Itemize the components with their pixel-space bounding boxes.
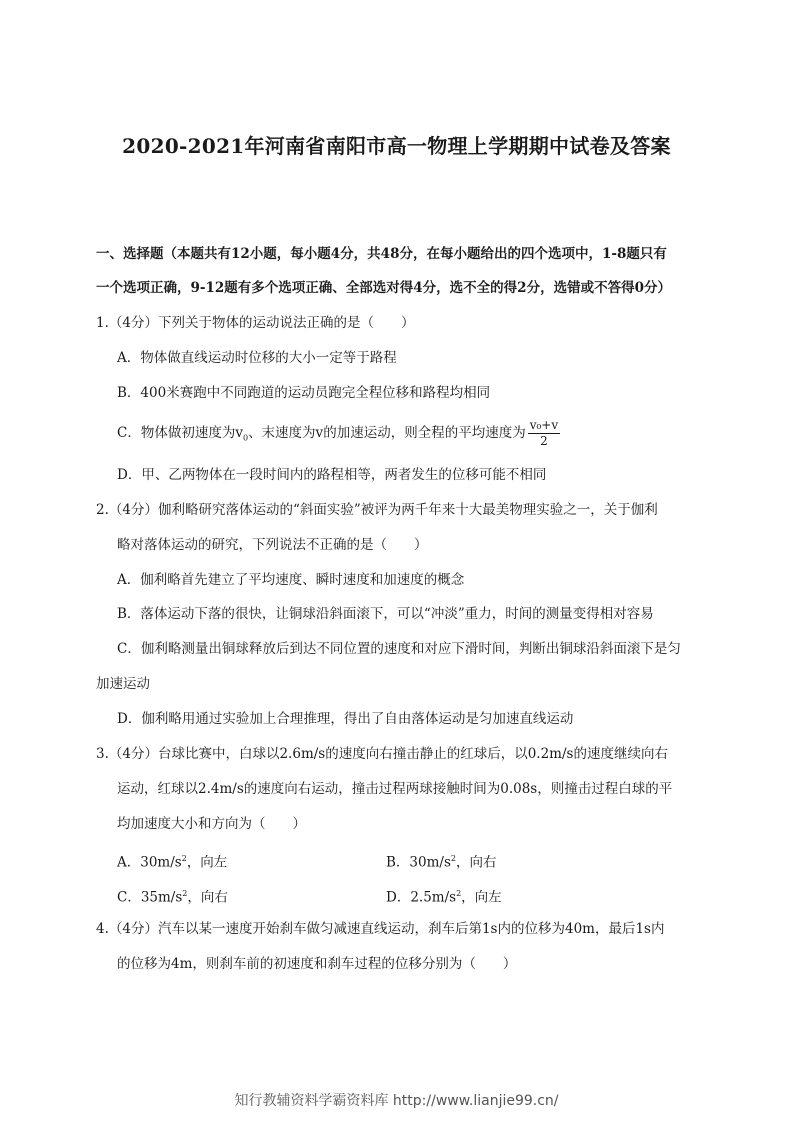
q2-stem-line-2: 略对落体运动的研究，下列说法不正确的是（ ） <box>117 537 428 553</box>
q3-option-b-direction: ，向右 <box>455 854 497 871</box>
q2-option-b: B．落体运动下落的很快，让铜球沿斜面滚下，可以“冲淡”重力，时间的测量变得相对容易 <box>117 606 654 622</box>
q2-option-d: D．伽利略用通过实验加上合理推理，得出了自由落体运动是匀加速直线运动 <box>117 711 574 727</box>
average-velocity-fraction <box>528 418 560 449</box>
q3-option-b-exponent: 2 <box>450 854 456 863</box>
q1-option-c <box>117 418 560 454</box>
q2-option-c-line-2: 加速运动 <box>96 676 150 692</box>
q3-option-b <box>386 849 496 873</box>
q1-option-b: B．400米赛跑中不同跑道的运动员跑完全程位移和路程均相同 <box>117 385 491 401</box>
section-header-line-2: 一个选项正确，9-12题有多个选项正确、全部选对得4分，选不全的得2分，选错或不答得0分） <box>96 280 671 296</box>
q3-option-c-exponent: 2 <box>182 889 188 898</box>
q3-option-a-direction: ，向左 <box>186 854 228 871</box>
q3-option-a <box>117 849 227 873</box>
q1-option-c-prefix: C．物体做初速度为v <box>117 425 243 441</box>
section-header-line-1: 一、选择题（本题共有12小题，每小题4分，共48分，在每小题给出的四个选项中，1-8题只有 <box>96 246 667 262</box>
q3-option-c-value: C．35m/s <box>117 889 183 906</box>
fraction-numerator: v₀+v <box>529 418 559 432</box>
q3-option-d-value: D．2.5m/s <box>386 889 457 906</box>
q1-option-c-subscript: 0 <box>242 433 249 443</box>
q2-option-c-line-1: C．伽利略测量出铜球释放后到达不同位置的速度和对应下滑时间，判断出铜球沿斜面滚下是匀 <box>117 641 681 657</box>
q4-stem-line-2: 的位移为4m，则刹车前的初速度和刹车过程的位移分别为（ ） <box>117 956 517 972</box>
q3-option-d-exponent: 2 <box>456 889 462 898</box>
q1-option-a: A．物体做直线运动时位移的大小一定等于路程 <box>117 350 397 366</box>
q2-stem-line-1: 2.（4分）伽利略研究落体运动的“斜面实验”被评为两千年来十大最美物理实验之一，关于伽利 <box>96 502 658 518</box>
q3-option-d-direction: ，向左 <box>461 889 502 906</box>
q3-option-a-value: A．30m/s <box>117 854 182 871</box>
q3-option-b-value: B．30m/s <box>386 854 451 871</box>
fraction-denominator: 2 <box>540 434 548 448</box>
q1-option-c-middle: 、末速度为v的加速运动，则全程的平均速度为 <box>248 425 526 441</box>
q3-option-c-direction: ，向右 <box>187 889 228 906</box>
q3-option-c <box>117 884 228 908</box>
q3-stem-line-1: 3.（4分）台球比赛中，白球以2.6m/s的速度向右撞击静止的红球后，以0.2m/s的速度继续向右 <box>96 746 668 762</box>
q1-option-d: D．甲、乙两物体在一段时间内的路程相等，两者发生的位移可能不相同 <box>117 467 547 483</box>
document-title: 2020-2021年河南省南阳市高一物理上学期期中试卷及答案 <box>122 134 671 158</box>
q3-stem-line-3: 均加速度大小和方向为（ ） <box>117 816 306 832</box>
q3-option-d <box>386 884 502 908</box>
q3-option-a-exponent: 2 <box>181 854 187 863</box>
q3-stem-line-2: 运动，红球以2.4m/s的速度向右运动，撞击过程两球接触时间为0.08s，则撞击过程白球的平 <box>117 781 673 797</box>
footer-watermark: 知行教辅资料学霸资料库 http://www.lianjie99.cn/ <box>234 1093 559 1109</box>
q4-stem-line-1: 4.（4分）汽车以某一速度开始刹车做匀减速直线运动，刹车后第1s内的位移为40m，最后1s内 <box>96 921 665 937</box>
q2-option-a: A．伽利略首先建立了平均速度、瞬时速度和加速度的概念 <box>117 572 465 588</box>
q1-stem: 1.（4分）下列关于物体的运动说法正确的是（ ） <box>96 315 415 331</box>
